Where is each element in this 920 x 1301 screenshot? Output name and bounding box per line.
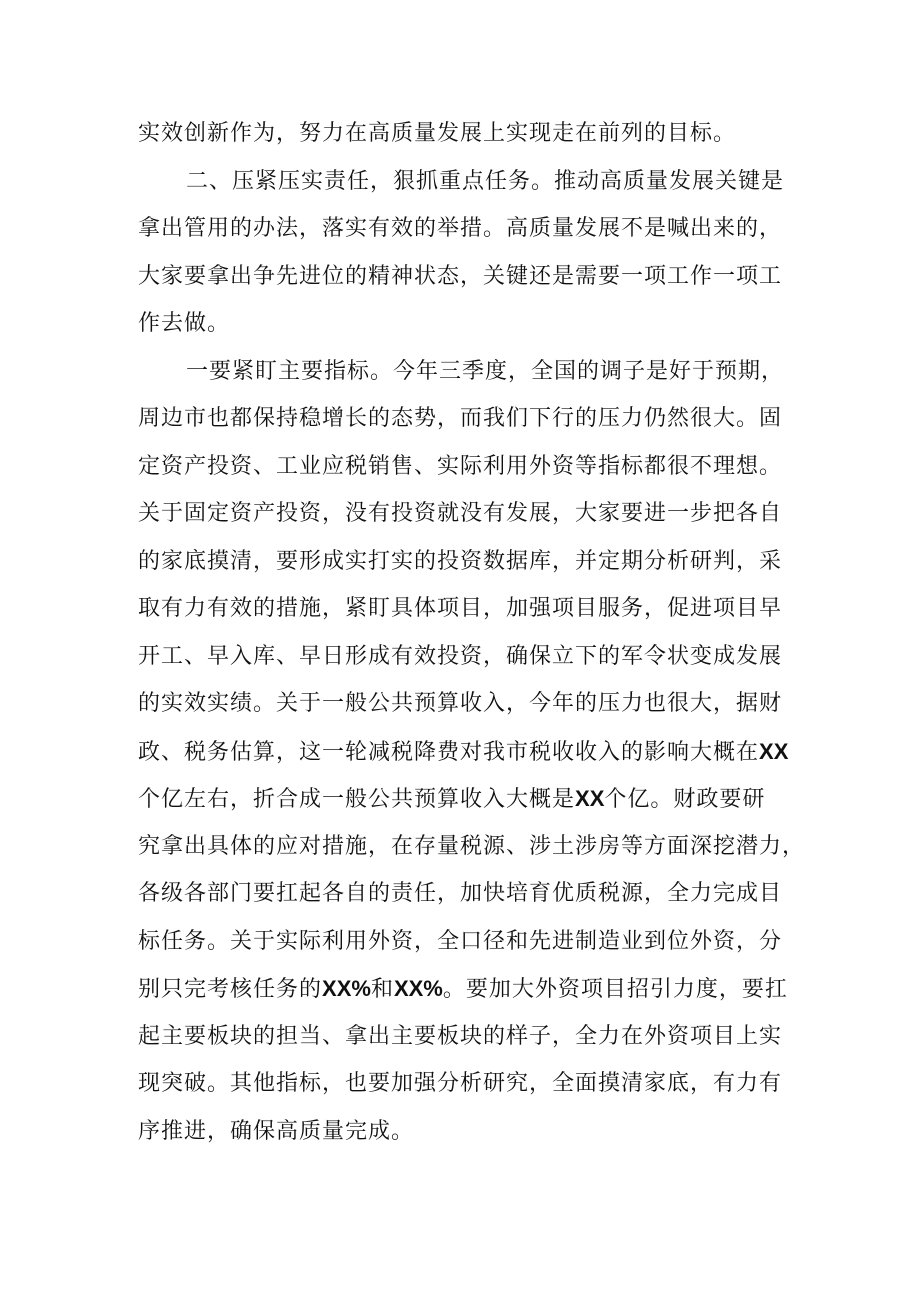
text-line: 实效创新作为，努力在高质量发展上实现走在前列的目标。 xyxy=(138,121,737,146)
text-line: 大家要拿出争先进位的精神状态，关键还是需要一项工作一项工 xyxy=(138,263,783,289)
text-line: 别只完考核任务的XX%和XX%。要加大外资项目招引力度，要扛 xyxy=(138,976,788,1002)
text-line: 周边市也都保持稳增长的态势，而我们下行的压力仍然很大。固 xyxy=(138,406,783,431)
text-line: 起主要板块的担当、拿出主要板块的样子，全力在外资项目上实 xyxy=(138,1023,783,1049)
text-line: 各级各部门要扛起各自的责任，加快培育优质税源，全力完成目 xyxy=(138,881,783,906)
text-line: 作去做。 xyxy=(138,311,231,336)
text-line: 拿出管用的办法，落实有效的举措。高质量发展不是喊出来的， xyxy=(138,216,783,241)
text-line: 开工、早入库、早日形成有效投资，确保立下的军令状变成发展 xyxy=(138,643,783,669)
text-line: 究拿出具体的应对措施，在存量税源、涉土涉房等方面深挖潜力， xyxy=(138,833,806,859)
text-line: 的实效实绩。关于一般公共预算收入，今年的压力也很大，据财 xyxy=(138,691,783,716)
text-line: 序推进，确保高质量完成。 xyxy=(138,1118,415,1144)
text-line: 的家底摸清，要形成实打实的投资数据库，并定期分析研判，采 xyxy=(138,548,783,574)
text-line: 定资产投资、工业应税销售、实际利用外资等指标都很不理想。 xyxy=(138,453,783,479)
text-line: 标任务。关于实际利用外资，全口径和先进制造业到位外资，分 xyxy=(138,928,783,954)
text-line: 政、税务估算，这一轮减税降费对我市税收收入的影响大概在XX xyxy=(138,738,789,765)
text-line: 关于固定资产投资，没有投资就没有发展，大家要进一步把各自 xyxy=(138,501,783,526)
text-line: 一要紧盯主要指标。今年三季度，全国的调子是好于预期， xyxy=(186,358,785,384)
text-line: 个亿左右，折合成一般公共预算收入大概是XX个亿。财政要研 xyxy=(138,786,766,812)
text-line: 现突破。其他指标，也要加强分析研究，全面摸清家底，有力有 xyxy=(138,1071,783,1096)
document-body xyxy=(138,110,806,1155)
text-line: 取有力有效的措施，紧盯具体项目，加强项目服务，促进项目早 xyxy=(138,596,783,621)
text-line: 二、压紧压实责任，狠抓重点任务。推动高质量发展关键是 xyxy=(186,168,785,194)
